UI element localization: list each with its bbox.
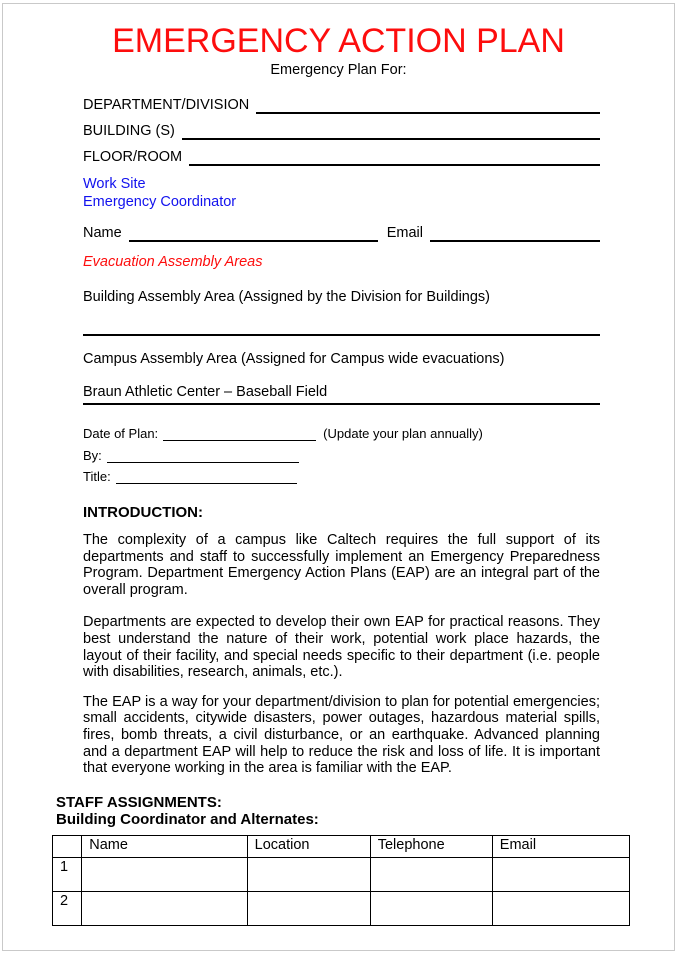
- table-header-telephone: Telephone: [370, 835, 492, 857]
- name-email-row: [83, 224, 600, 242]
- campus-assembly-label: Campus Assembly Area (Assigned for Campus wide evacuations): [83, 351, 505, 367]
- date-of-plan-label: Date of Plan:: [83, 426, 159, 441]
- floor-field-line[interactable]: [189, 148, 600, 166]
- floor-label: FLOOR/ROOM: [83, 149, 183, 165]
- evacuation-areas-heading: Evacuation Assembly Areas: [83, 254, 263, 270]
- table-header-number: [53, 835, 82, 857]
- coordinator-heading: [83, 176, 600, 211]
- building-row: [83, 122, 600, 140]
- table-row: [53, 857, 630, 891]
- name-field-line[interactable]: [129, 224, 378, 242]
- table-row: [53, 891, 630, 925]
- title-field-line[interactable]: [116, 469, 297, 484]
- campus-assembly-value: Braun Athletic Center – Baseball Field: [83, 384, 600, 405]
- introduction-paragraph-3: The EAP is a way for your department/division to plan for potential emergencies; small accidents, citywide disasters, power outages, hazardous material spills, fires, bomb threats, a civil disturbance, or an earthquake. Advanced planning and a department EAP will help to reduce the risk and loss of life. It is important that everyone working in the area is familiar with the EAP.: [83, 693, 600, 777]
- row2-location-cell[interactable]: [247, 891, 370, 925]
- building-assembly-field-line[interactable]: [83, 334, 600, 336]
- building-field-line[interactable]: [182, 122, 600, 140]
- floor-row: [83, 148, 600, 166]
- page-title: EMERGENCY ACTION PLAN: [112, 22, 565, 60]
- building-assembly-label: Building Assembly Area (Assigned by the Division for Buildings): [83, 289, 491, 305]
- table-header-row: [53, 835, 630, 857]
- row1-telephone-cell[interactable]: [370, 857, 492, 891]
- row1-location-cell[interactable]: [247, 857, 370, 891]
- introduction-heading: INTRODUCTION:: [83, 504, 203, 521]
- introduction-paragraph-1: The complexity of a campus like Caltech requires the full support of its departments and staff to successfully implement an Emergency Preparedness Program. Department Emergency Action Plans (EAP) are an integral part of the overall program.: [83, 532, 600, 598]
- table-header-name: Name: [82, 835, 247, 857]
- date-note: (Update your plan annually): [323, 426, 483, 441]
- department-label: DEPARTMENT/DIVISION: [83, 97, 250, 113]
- building-label: BUILDING (S): [83, 123, 175, 139]
- table-header-location: Location: [247, 835, 370, 857]
- row1-email-cell[interactable]: [492, 857, 629, 891]
- name-label: Name: [83, 225, 122, 241]
- row1-number-cell: 1: [53, 857, 82, 891]
- by-label: By:: [83, 448, 102, 463]
- row2-telephone-cell[interactable]: [370, 891, 492, 925]
- page-subtitle: Emergency Plan For:: [270, 62, 407, 78]
- staff-assignments-heading: STAFF ASSIGNMENTS:: [56, 793, 222, 811]
- table-header-email: Email: [492, 835, 629, 857]
- email-field-line[interactable]: [430, 224, 600, 242]
- document-page: [2, 3, 675, 951]
- date-field-line[interactable]: [163, 426, 316, 441]
- row2-number-cell: 2: [53, 891, 82, 925]
- introduction-paragraph-2: Departments are expected to develop their own EAP for practical reasons. They best understand the nature of their work, potential work place hazards, the layout of their facility, and special needs specific to their department (i.e. people with disabilities, research, animals, etc.).: [83, 614, 600, 681]
- title-label: Title:: [83, 469, 111, 484]
- by-field-line[interactable]: [107, 448, 299, 463]
- coordinator-heading-line2: Emergency Coordinator: [83, 193, 237, 210]
- row2-email-cell[interactable]: [492, 891, 629, 925]
- row1-name-cell[interactable]: [82, 857, 247, 891]
- coordinator-table: [52, 835, 630, 926]
- building-coordinator-subheading: Building Coordinator and Alternates:: [56, 810, 319, 828]
- coordinator-heading-line1: Work Site: [83, 176, 146, 192]
- by-row: [83, 448, 600, 463]
- row2-name-cell[interactable]: [82, 891, 247, 925]
- date-of-plan-row: [83, 426, 600, 441]
- email-label: Email: [386, 225, 423, 241]
- title-row: [83, 469, 600, 484]
- department-field-line[interactable]: [256, 96, 600, 114]
- department-row: [83, 96, 600, 114]
